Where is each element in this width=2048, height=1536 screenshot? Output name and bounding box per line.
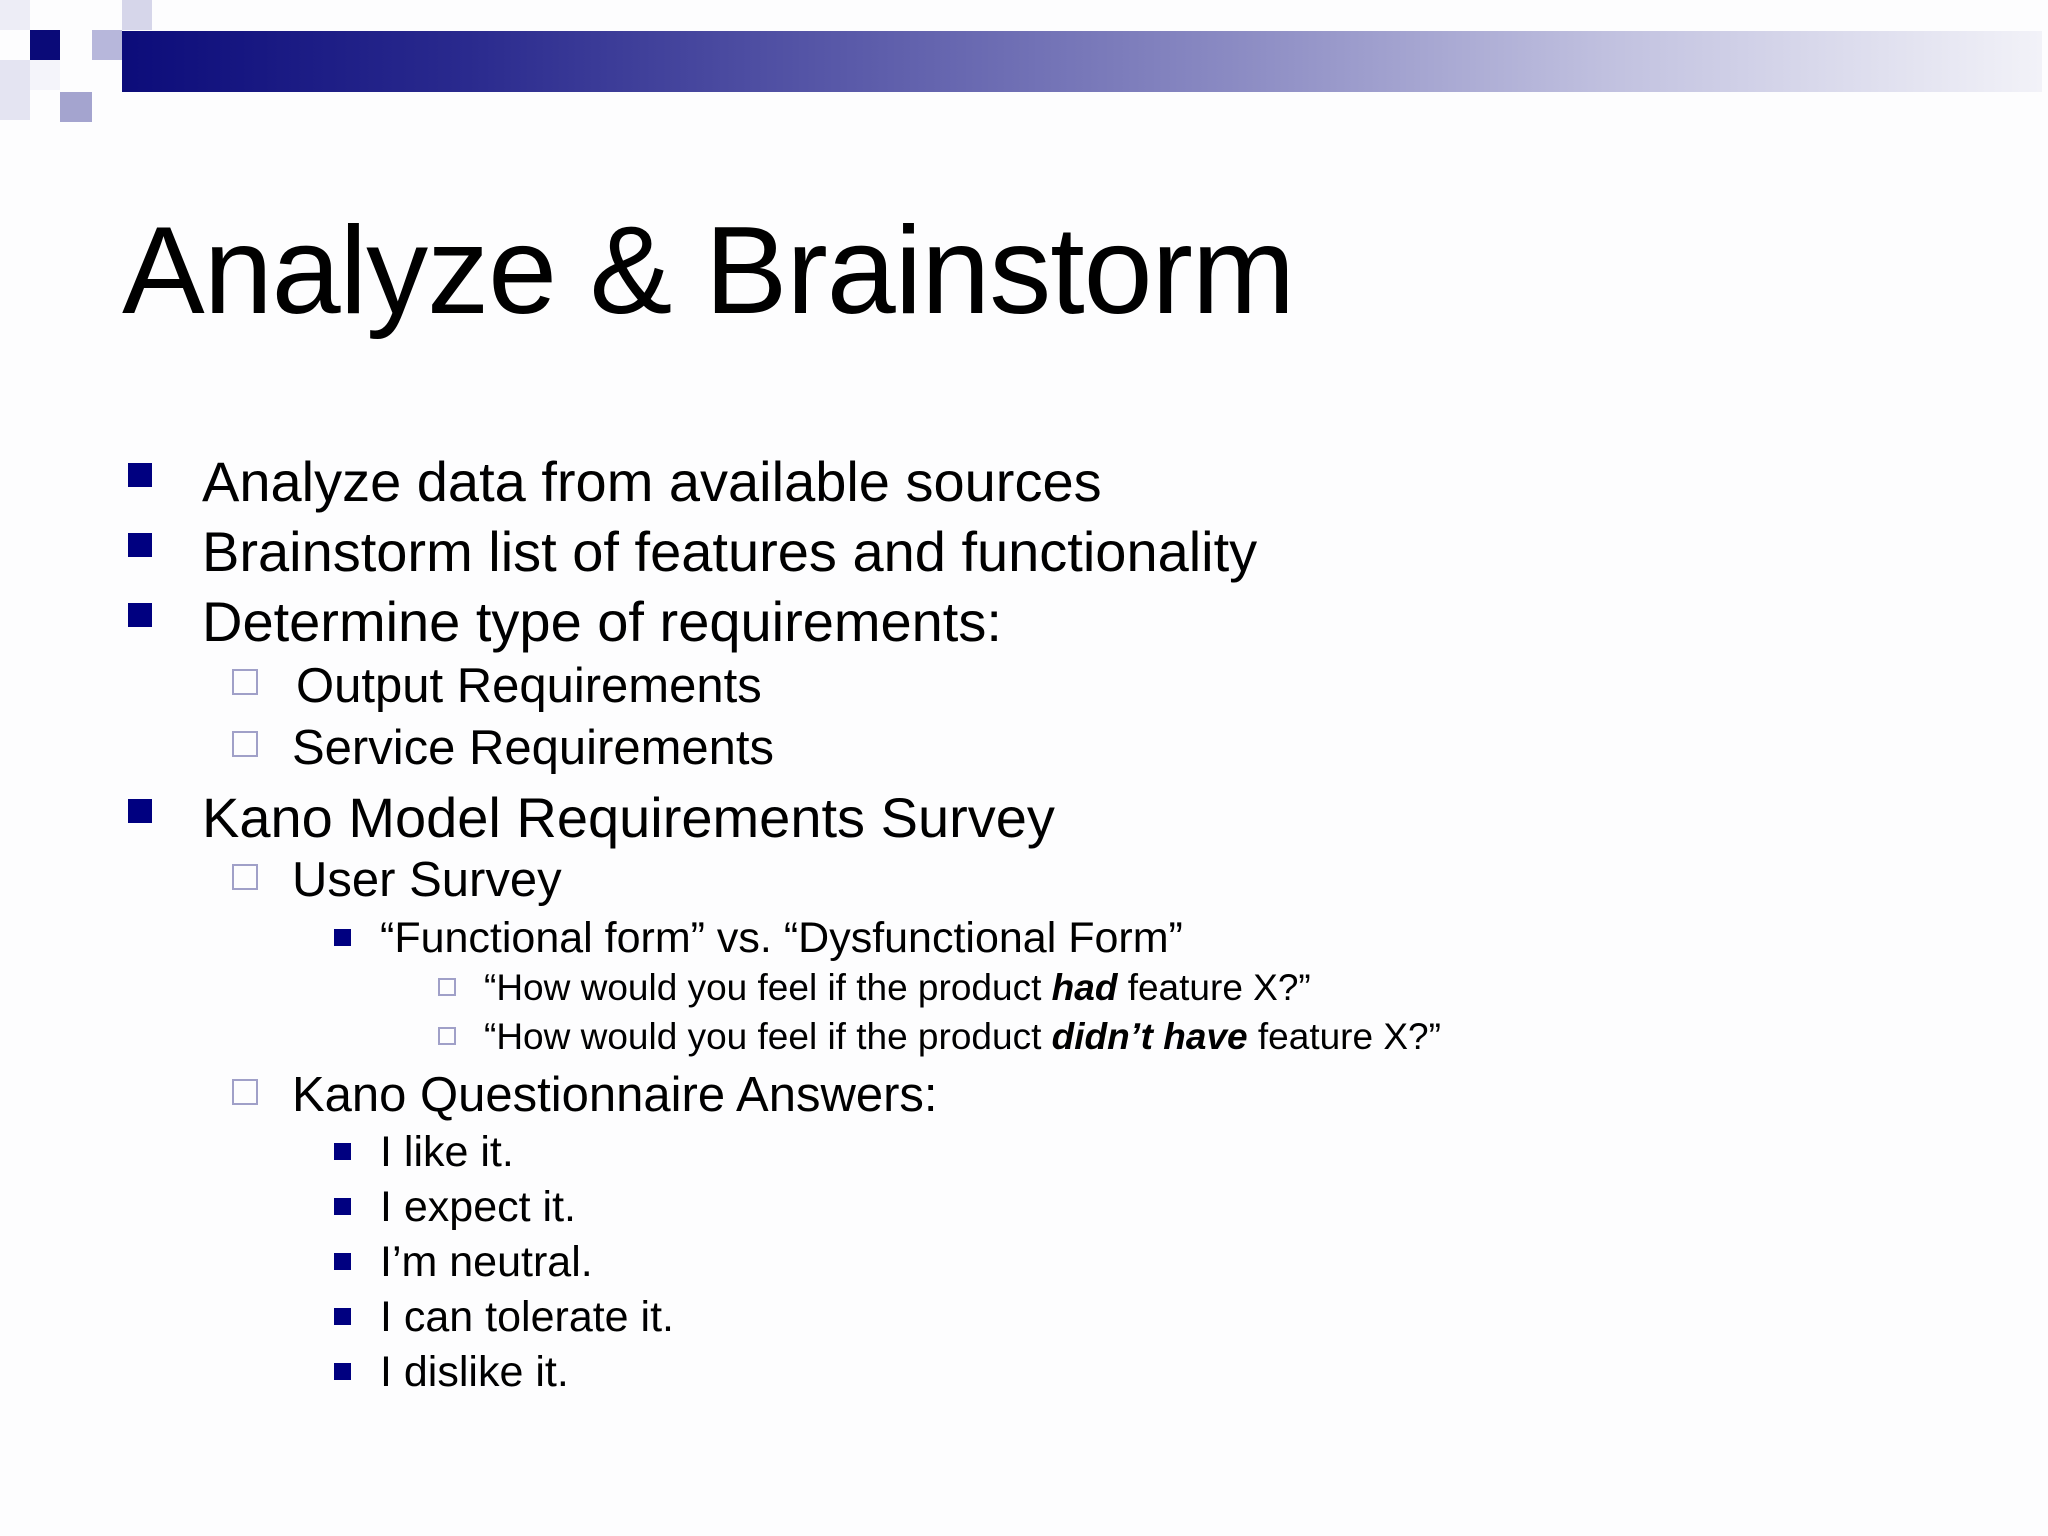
question-text: “How would you feel if the product <box>484 1016 1052 1057</box>
sub-bullet-item: Service Requirements <box>292 721 775 775</box>
header-decor-square <box>30 60 60 90</box>
hollow-square-bullet-icon <box>232 1079 258 1105</box>
square-bullet-icon <box>334 1143 351 1160</box>
question-text: “How would you feel if the product <box>484 967 1052 1008</box>
header-decor-square <box>0 0 30 30</box>
hollow-square-bullet-icon <box>232 731 258 757</box>
question-item <box>484 1014 1441 1060</box>
question-item <box>484 965 1311 1011</box>
square-bullet-icon <box>334 1198 351 1215</box>
sub-bullet-item: User Survey <box>292 853 562 907</box>
header-decor-square <box>0 60 30 120</box>
square-bullet-icon <box>128 463 152 487</box>
answer-item: I dislike it. <box>380 1348 569 1396</box>
hollow-square-bullet-icon <box>232 864 258 890</box>
question-emphasis: had <box>1051 967 1118 1008</box>
square-bullet-icon <box>334 1253 351 1270</box>
hollow-square-bullet-icon <box>438 978 456 996</box>
bullet-item: Analyze data from available sources <box>202 450 1102 513</box>
answer-item: I like it. <box>380 1128 514 1176</box>
hollow-square-bullet-icon <box>232 669 258 695</box>
square-bullet-icon <box>334 1308 351 1325</box>
bullet-item: Determine type of requirements: <box>202 590 1002 653</box>
question-text: feature X?” <box>1247 1016 1441 1057</box>
answer-item: I expect it. <box>380 1183 576 1231</box>
sub-sub-bullet-item: “Functional form” vs. “Dysfunctional Form” <box>380 914 1183 962</box>
square-bullet-icon <box>128 799 152 823</box>
question-emphasis: didn’t have <box>1051 1016 1248 1057</box>
square-bullet-icon <box>334 929 351 946</box>
square-bullet-icon <box>128 533 152 557</box>
header-decor-square <box>92 30 122 60</box>
header-decor-square <box>60 92 92 122</box>
header-decor-square <box>122 0 152 30</box>
hollow-square-bullet-icon <box>438 1027 456 1045</box>
sub-bullet-item: Output Requirements <box>296 659 762 713</box>
bullet-item: Brainstorm list of features and functionality <box>202 520 1258 583</box>
square-bullet-icon <box>128 603 152 627</box>
answer-item: I’m neutral. <box>380 1238 593 1286</box>
square-bullet-icon <box>334 1363 351 1380</box>
question-text: feature X?” <box>1117 967 1311 1008</box>
bullet-item: Kano Model Requirements Survey <box>202 786 1055 849</box>
answer-item: I can tolerate it. <box>380 1293 674 1341</box>
header-decor-square <box>30 30 60 60</box>
slide-title: Analyze & Brainstorm <box>122 202 1295 340</box>
sub-bullet-item: Kano Questionnaire Answers: <box>292 1068 938 1122</box>
header-gradient-band <box>122 31 2042 92</box>
